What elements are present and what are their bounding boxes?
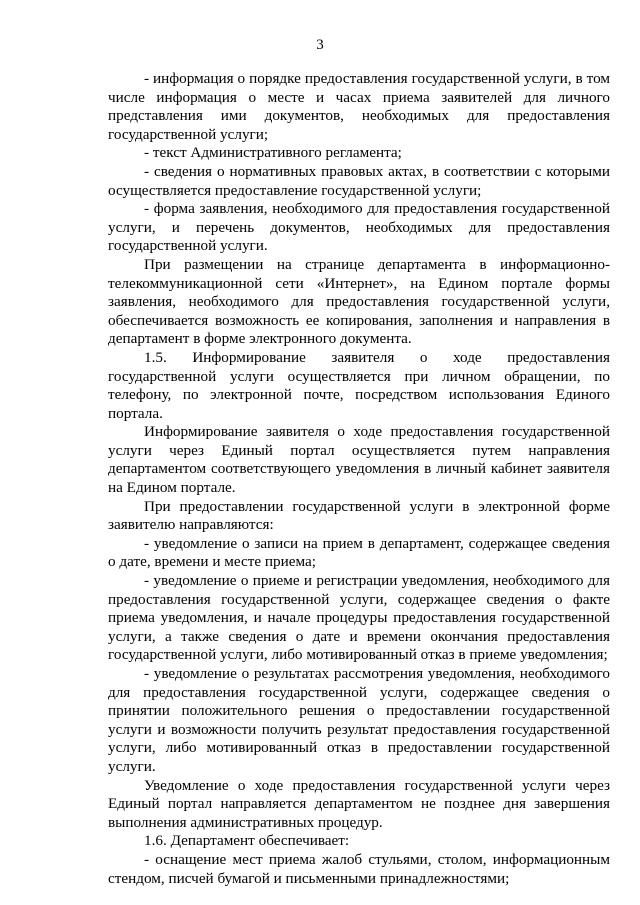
paragraph-equipment: - оснащение мест приема жалоб стульями, столом, информационным стендом, писчей бумагой и письменными принадлежностями;	[108, 850, 610, 887]
paragraph-notice-registration: - уведомление о приеме и регистрации уведомления, необходимого для предоставления государственной услуги, содержащее сведения о факте приема уведомления, и начале процедуры предоставления государственной услуги, а также сведения о дате и времени окончания предоставления государственной услуги, либо мотивированный отказ в приеме уведомления;	[108, 572, 610, 664]
paragraph-notice-timing: Уведомление о ходе предоставления государственной услуги через Единый портал направляется департаментом не позднее дня завершения выполнения административных процедур.	[108, 776, 610, 831]
paragraph-internet-placement: При размещении на странице департамента в информационно-телекоммуникационной сети «Интернет», на Едином портале формы заявления, необходимого для предоставления государственной услуги, обеспечивается возможность ее копирования, заполнения и направления в департамент в форме электронного документа.	[108, 255, 610, 348]
page-number: 3	[316, 37, 324, 53]
paragraph-legal-acts: - сведения о нормативных правовых актах, в соответствии с которыми осуществляется предоставление государственной услуги;	[108, 162, 610, 199]
paragraph-electronic-notices-intro: При предоставлении государственной услуги в электронной форме заявителю направляются:	[108, 497, 610, 534]
paragraph-notice-results: - уведомление о результатах рассмотрения уведомления, необходимого для предоставления государственной услуги, содержащее сведения о принятии положительного решения о предоставлении государственной услуги и возможности получить результат предоставления государственной услуги, либо мотивированный отказ в предоставлении государственной услуги.	[108, 665, 610, 775]
paragraph-regulation-text: - текст Административного регламента;	[144, 144, 402, 162]
paragraph-info-procedure: - информация о порядке предоставления государственной услуги, в том числе информация о месте и часах приема заявителей для личного представления ими документов, необходимых для предоставления государственной услуги;	[108, 70, 610, 143]
paragraph-application-form: - форма заявления, необходимого для предоставления государственной услуги, и перечень документов, необходимых для предоставления государственной услуги.	[108, 200, 610, 255]
paragraph-section-1-5: 1.5. Информирование заявителя о ходе предоставления государственной услуги осуществляется при личном обращении, по телефону, по электронной почте, посредством использования Единого портала.	[108, 348, 610, 422]
paragraph-notice-appointment: - уведомление о записи на прием в департамент, содержащее сведения о дате, времени и месте приема;	[108, 534, 610, 571]
paragraph-portal-informing: Информирование заявителя о ходе предоставления государственной услуги через Единый портал осуществляется путем направления департаментом соответствующего уведомления в личный кабинет заявителя на Едином портале.	[108, 423, 610, 497]
paragraph-section-1-6: 1.6. Департамент обеспечивает:	[144, 832, 350, 850]
document-body	[108, 70, 610, 888]
